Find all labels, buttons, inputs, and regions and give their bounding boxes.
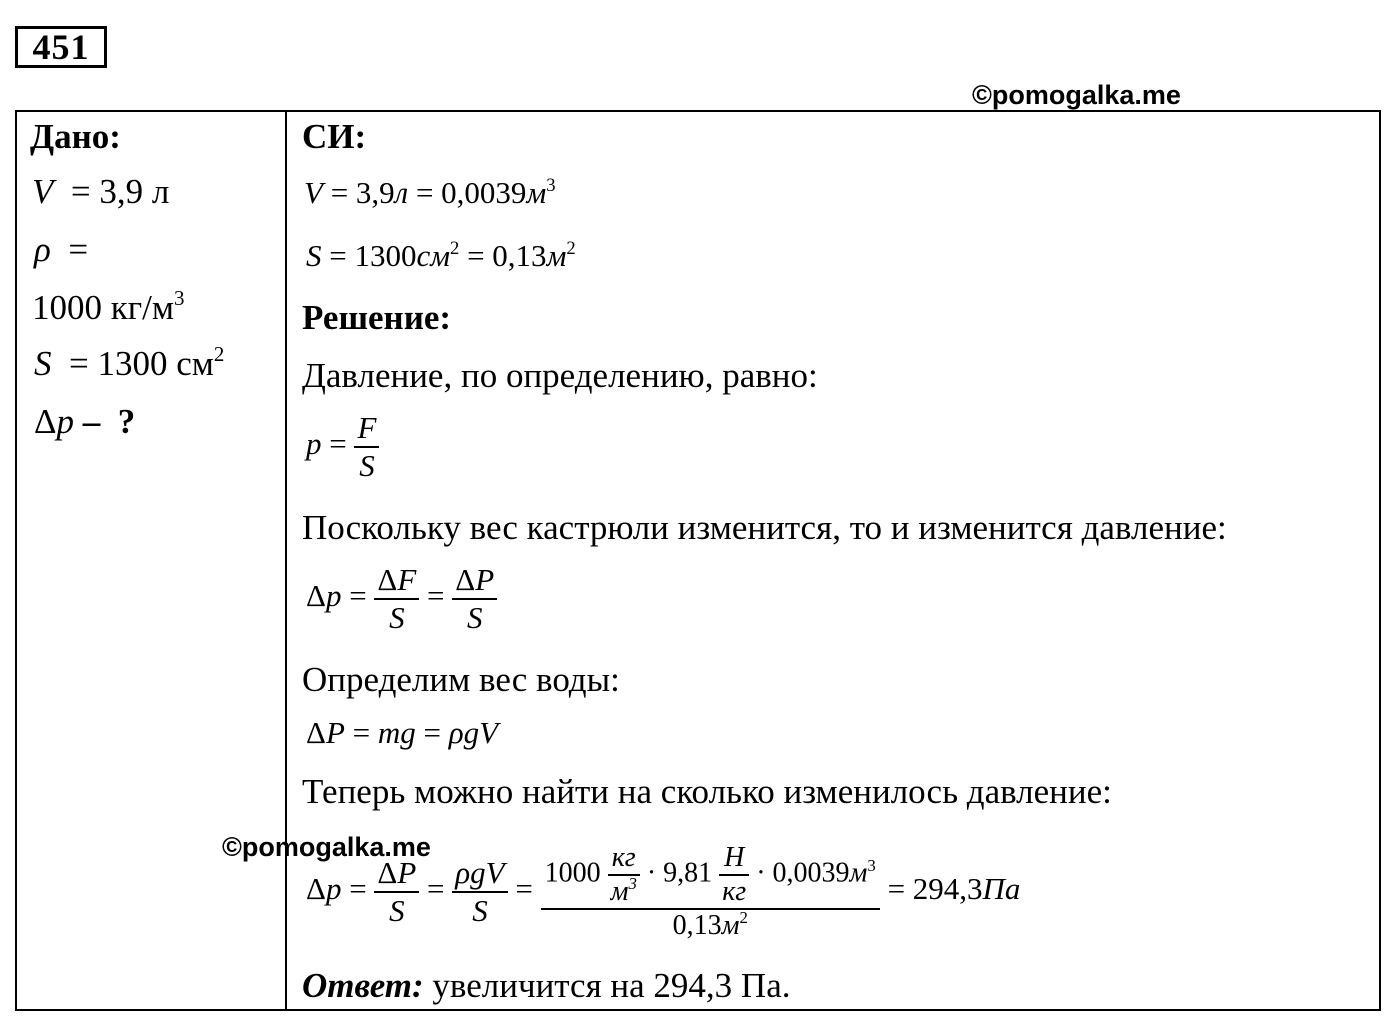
si-heading: СИ: [302,117,367,156]
given-density-symbol: ρ = [34,230,89,269]
watermark-middle: ©pomogalka.me [222,832,431,862]
formula-result: Δp = $\frac{\Delta P}{S}$ = $\frac{\text{ρgV}}{S}$ = 1000 $\frac{кг}{м^3}$ · 9,81 $\frac{Н}{кг}$ · $0,0039м^3$ $0,13м^2$ = 294,3Па [306,842,1021,941]
problem-number: 451 [15,26,107,68]
formula-delta-pressure: Δp = $\frac{\Delta F}{S}$ = $\frac{\Delta P}{S}$ [306,562,497,636]
given-unknown: Δp – ? [34,402,136,441]
formula-weight: ΔP = mg = ρgV [306,715,499,750]
si-area: $S = 1300см^2 = 0,13м^2$ [306,237,576,273]
answer-text: увеличится на 294,3 Па. [423,966,791,1005]
solution-text-2: Поскольку вес кастрюли изменится, то и изменится давление: [302,508,1227,547]
given-density-value: 1000 $кг/м^3$ [32,286,185,327]
answer [302,966,791,1006]
answer-label: Ответ: [302,966,424,1005]
given-area: S = 1300 $см^2$ [34,342,225,383]
si-volume: $V = 3,9л = 0,0039м^3$ [304,174,556,210]
solution-heading: Решение: [302,298,452,337]
watermark-top: ©pomogalka.me [972,80,1181,110]
solution-text-1: Давление, по определению, равно: [302,356,818,395]
solution-text-4: Теперь можно найти на сколько изменилось давление: [302,772,1112,811]
formula-pressure: p = $\frac{F}{S}$ [306,410,379,484]
given-volume: V = 3,9 л [32,172,170,211]
given-heading: Дано: [30,117,121,156]
column-divider [285,110,287,1009]
solution-text-3: Определим вес воды: [302,660,620,699]
